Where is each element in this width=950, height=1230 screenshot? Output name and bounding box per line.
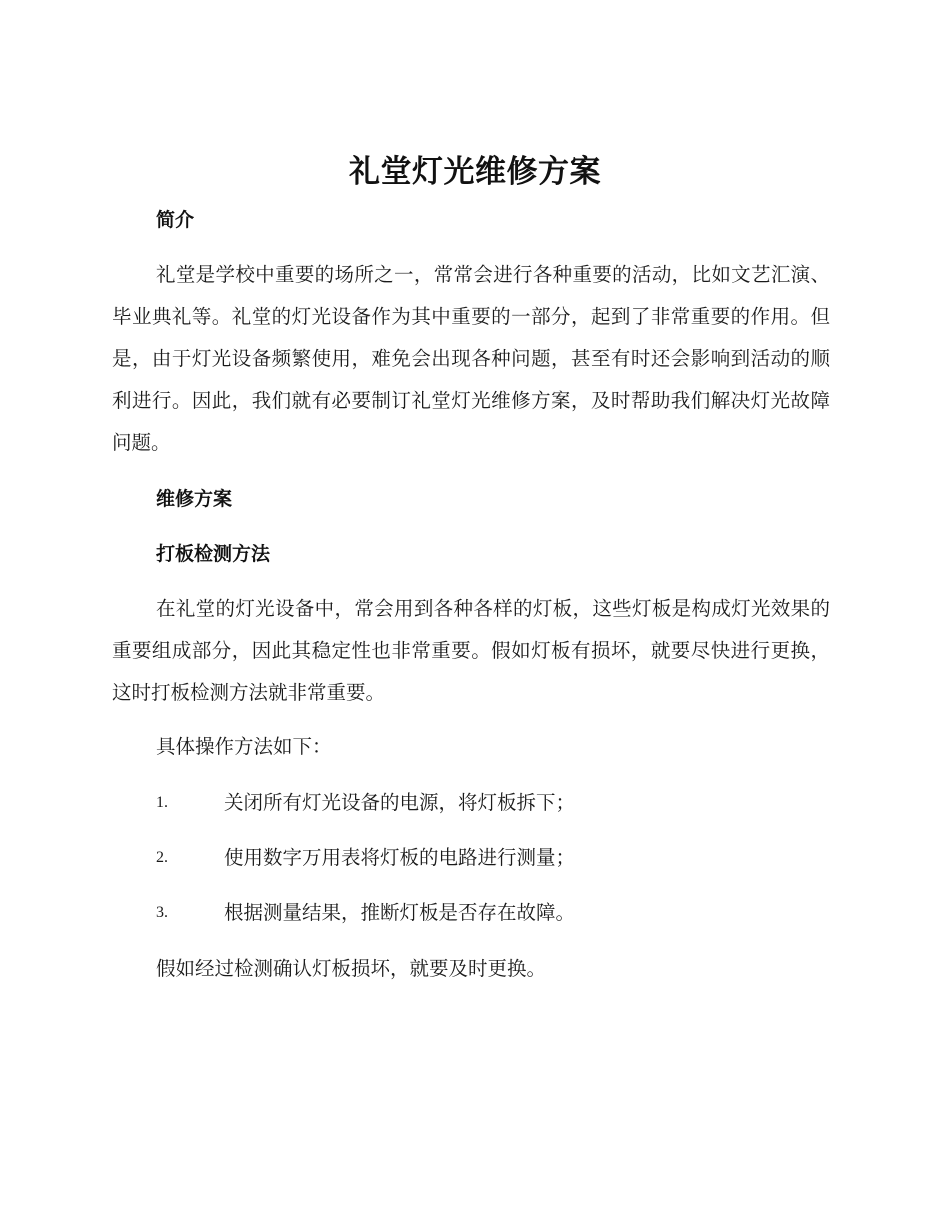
list-item-text: 根据测量结果，推断灯板是否存在故障。 — [224, 901, 576, 924]
conclusion-text: 假如经过检测确认灯板损坏，就要及时更换。 — [156, 957, 547, 980]
section-heading-plan: 维修方案 — [156, 488, 233, 510]
section-heading-intro: 简介 — [156, 209, 195, 231]
list-item-number: 3. — [156, 904, 168, 921]
steps-intro: 具体操作方法如下： — [156, 735, 332, 758]
list-item-number: 1. — [156, 794, 168, 811]
list-item-text: 使用数字万用表将灯板的电路进行测量； — [224, 846, 576, 869]
list-item — [156, 788, 836, 818]
list-item-number: 2. — [156, 849, 168, 866]
list-item — [156, 843, 836, 873]
intro-paragraph: 礼堂是学校中重要的场所之一，常常会进行各种重要的活动，比如文艺汇演、毕业典礼等。礼堂的灯光设备作为其中重要的一部分，起到了非常重要的作用。但是，由于灯光设备频繁使用，难免会出现各种问题，甚至有时还会影响到活动的顺利进行。因此，我们就有必要制订礼堂灯光维修方案，及时帮助我们解决灯光故障问题。 — [112, 263, 830, 454]
method-paragraph: 在礼堂的灯光设备中，常会用到各种各样的灯板，这些灯板是构成灯光效果的重要组成部分，因此其稳定性也非常重要。假如灯板有损坏，就要尽快进行更换，这时打板检测方法就非常重要。 — [112, 597, 830, 704]
list-item — [156, 898, 836, 928]
page-title: 礼堂灯光维修方案 — [349, 154, 601, 190]
list-item-text: 关闭所有灯光设备的电源，将灯板拆下； — [224, 791, 576, 814]
section-heading-method: 打板检测方法 — [156, 543, 271, 565]
